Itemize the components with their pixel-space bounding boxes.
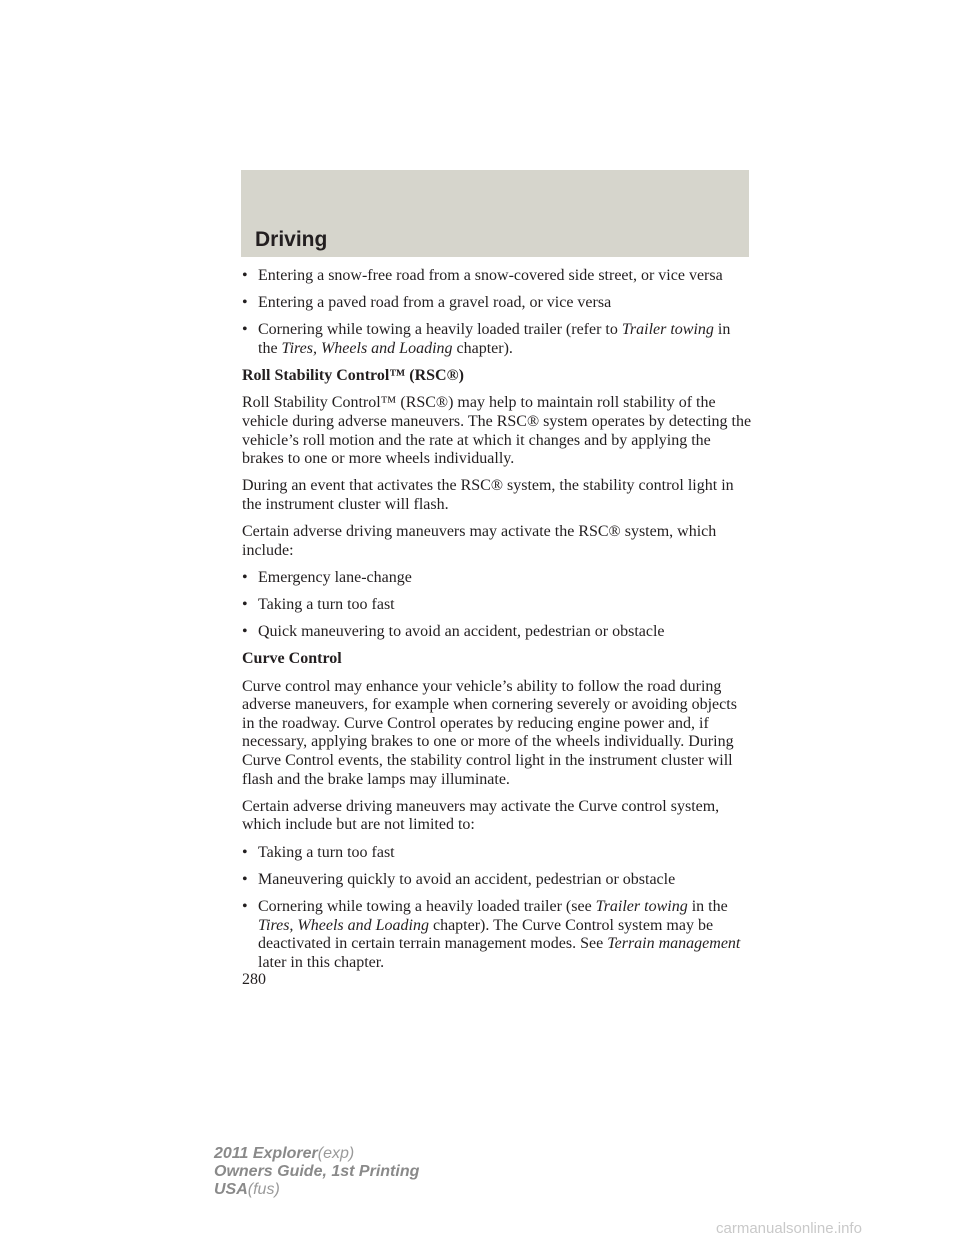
page-content [242,267,752,981]
list-item-text: chapter). [452,339,513,357]
list-item-text: Cornering while towing a heavily loaded trailer (see [258,897,596,915]
bullet-marker: • [242,568,248,586]
list-item-text: Entering a paved road from a gravel road, or vice versa [258,294,612,312]
page-number: 280 [242,971,266,988]
list-item-text: Taking a turn too fast [258,596,395,614]
trailer-towing-reference: Trailer towing [621,321,714,339]
footer-market-code: (fus) [247,1181,280,1198]
footer-printing: Owners Guide, 1st Printing [214,1163,420,1180]
footer-market: USA [214,1181,248,1198]
list-item [242,569,752,588]
chapter-header-band [241,170,749,257]
bullet-marker: • [242,623,248,641]
list-item-text: Taking a turn too fast [258,843,395,861]
list-item-text: in the [687,897,728,915]
list-item [242,321,752,358]
list-item [242,898,752,972]
bullet-marker: • [242,870,248,888]
rsc-paragraph: Certain adverse driving maneuvers may activate the RSC® system, which include: [242,523,717,559]
list-item-text: chapter). The Curve Control system may be deactivated in certain terrain management modes. See [258,916,714,953]
trailer-towing-reference: Trailer towing [595,897,688,915]
bullet-marker: • [242,267,248,284]
list-item [242,596,752,615]
list-item-text: Maneuvering quickly to avoid an accident, pedestrian or obstacle [258,870,676,888]
bullet-marker: • [242,294,248,312]
list-item-text: in the [258,321,731,357]
watermark: carmanualsonline.info [716,1220,862,1237]
curve-control-paragraph: Certain adverse driving maneuvers may activate the Curve control system, which include but are not limited to: [242,797,720,834]
list-item [242,623,752,642]
chapter-title: Driving [255,228,328,251]
bullet-marker: • [242,596,248,614]
footer-model: 2011 Explorer [214,1145,318,1162]
curve-control-heading: Curve Control [242,650,342,668]
footer-line [214,1145,419,1163]
bullet-marker: • [242,843,248,861]
list-item [242,294,752,313]
tires-wheels-loading-reference: Tires, Wheels and Loading [281,339,453,357]
bullet-marker: • [242,897,248,915]
list-item [242,871,752,890]
list-item-text: later in this chapter. [258,953,385,971]
terrain-management-reference: Terrain management [607,935,741,953]
rsc-paragraph: During an event that activates the RSC® system, the stability control light in the instrument cluster will flash. [242,477,734,513]
list-item-text: Cornering while towing a heavily loaded trailer (refer to [258,321,622,339]
print-footer [214,1145,419,1199]
rsc-paragraph: Roll Stability Control™ (RSC®) may help to maintain roll stability of the vehicle during adverse maneuvers. The RSC® system operates by detecting the vehicle’s roll motion and the rate at which it changes and by applying the brakes to one or more wheels individually. [242,394,752,468]
list-item-text: Emergency lane-change [258,568,412,586]
list-item-text: Entering a snow-free road from a snow-covered side street, or vice versa [258,267,723,284]
list-item-text: Quick maneuvering to avoid an accident, pedestrian or obstacle [258,623,665,641]
curve-control-paragraph: Curve control may enhance your vehicle’s ability to follow the road during adverse maneuvers, for example when cornering severely or avoiding objects in the roadway. Curve Control operates by reducing engine power and, if necessary, applying brakes to one or more of the wheels individually. During Curve Control events, the stability control light in the instrument cluster will flash and the brake lamps may illuminate. [242,677,737,788]
footer-line [214,1181,419,1199]
rsc-section-heading: Roll Stability Control™ (RSC®) [242,367,464,385]
list-item [242,844,752,863]
tires-wheels-loading-reference: Tires, Wheels and Loading [258,916,429,934]
footer-model-code: (exp) [317,1145,355,1162]
list-item [242,267,752,286]
bullet-marker: • [242,321,248,339]
